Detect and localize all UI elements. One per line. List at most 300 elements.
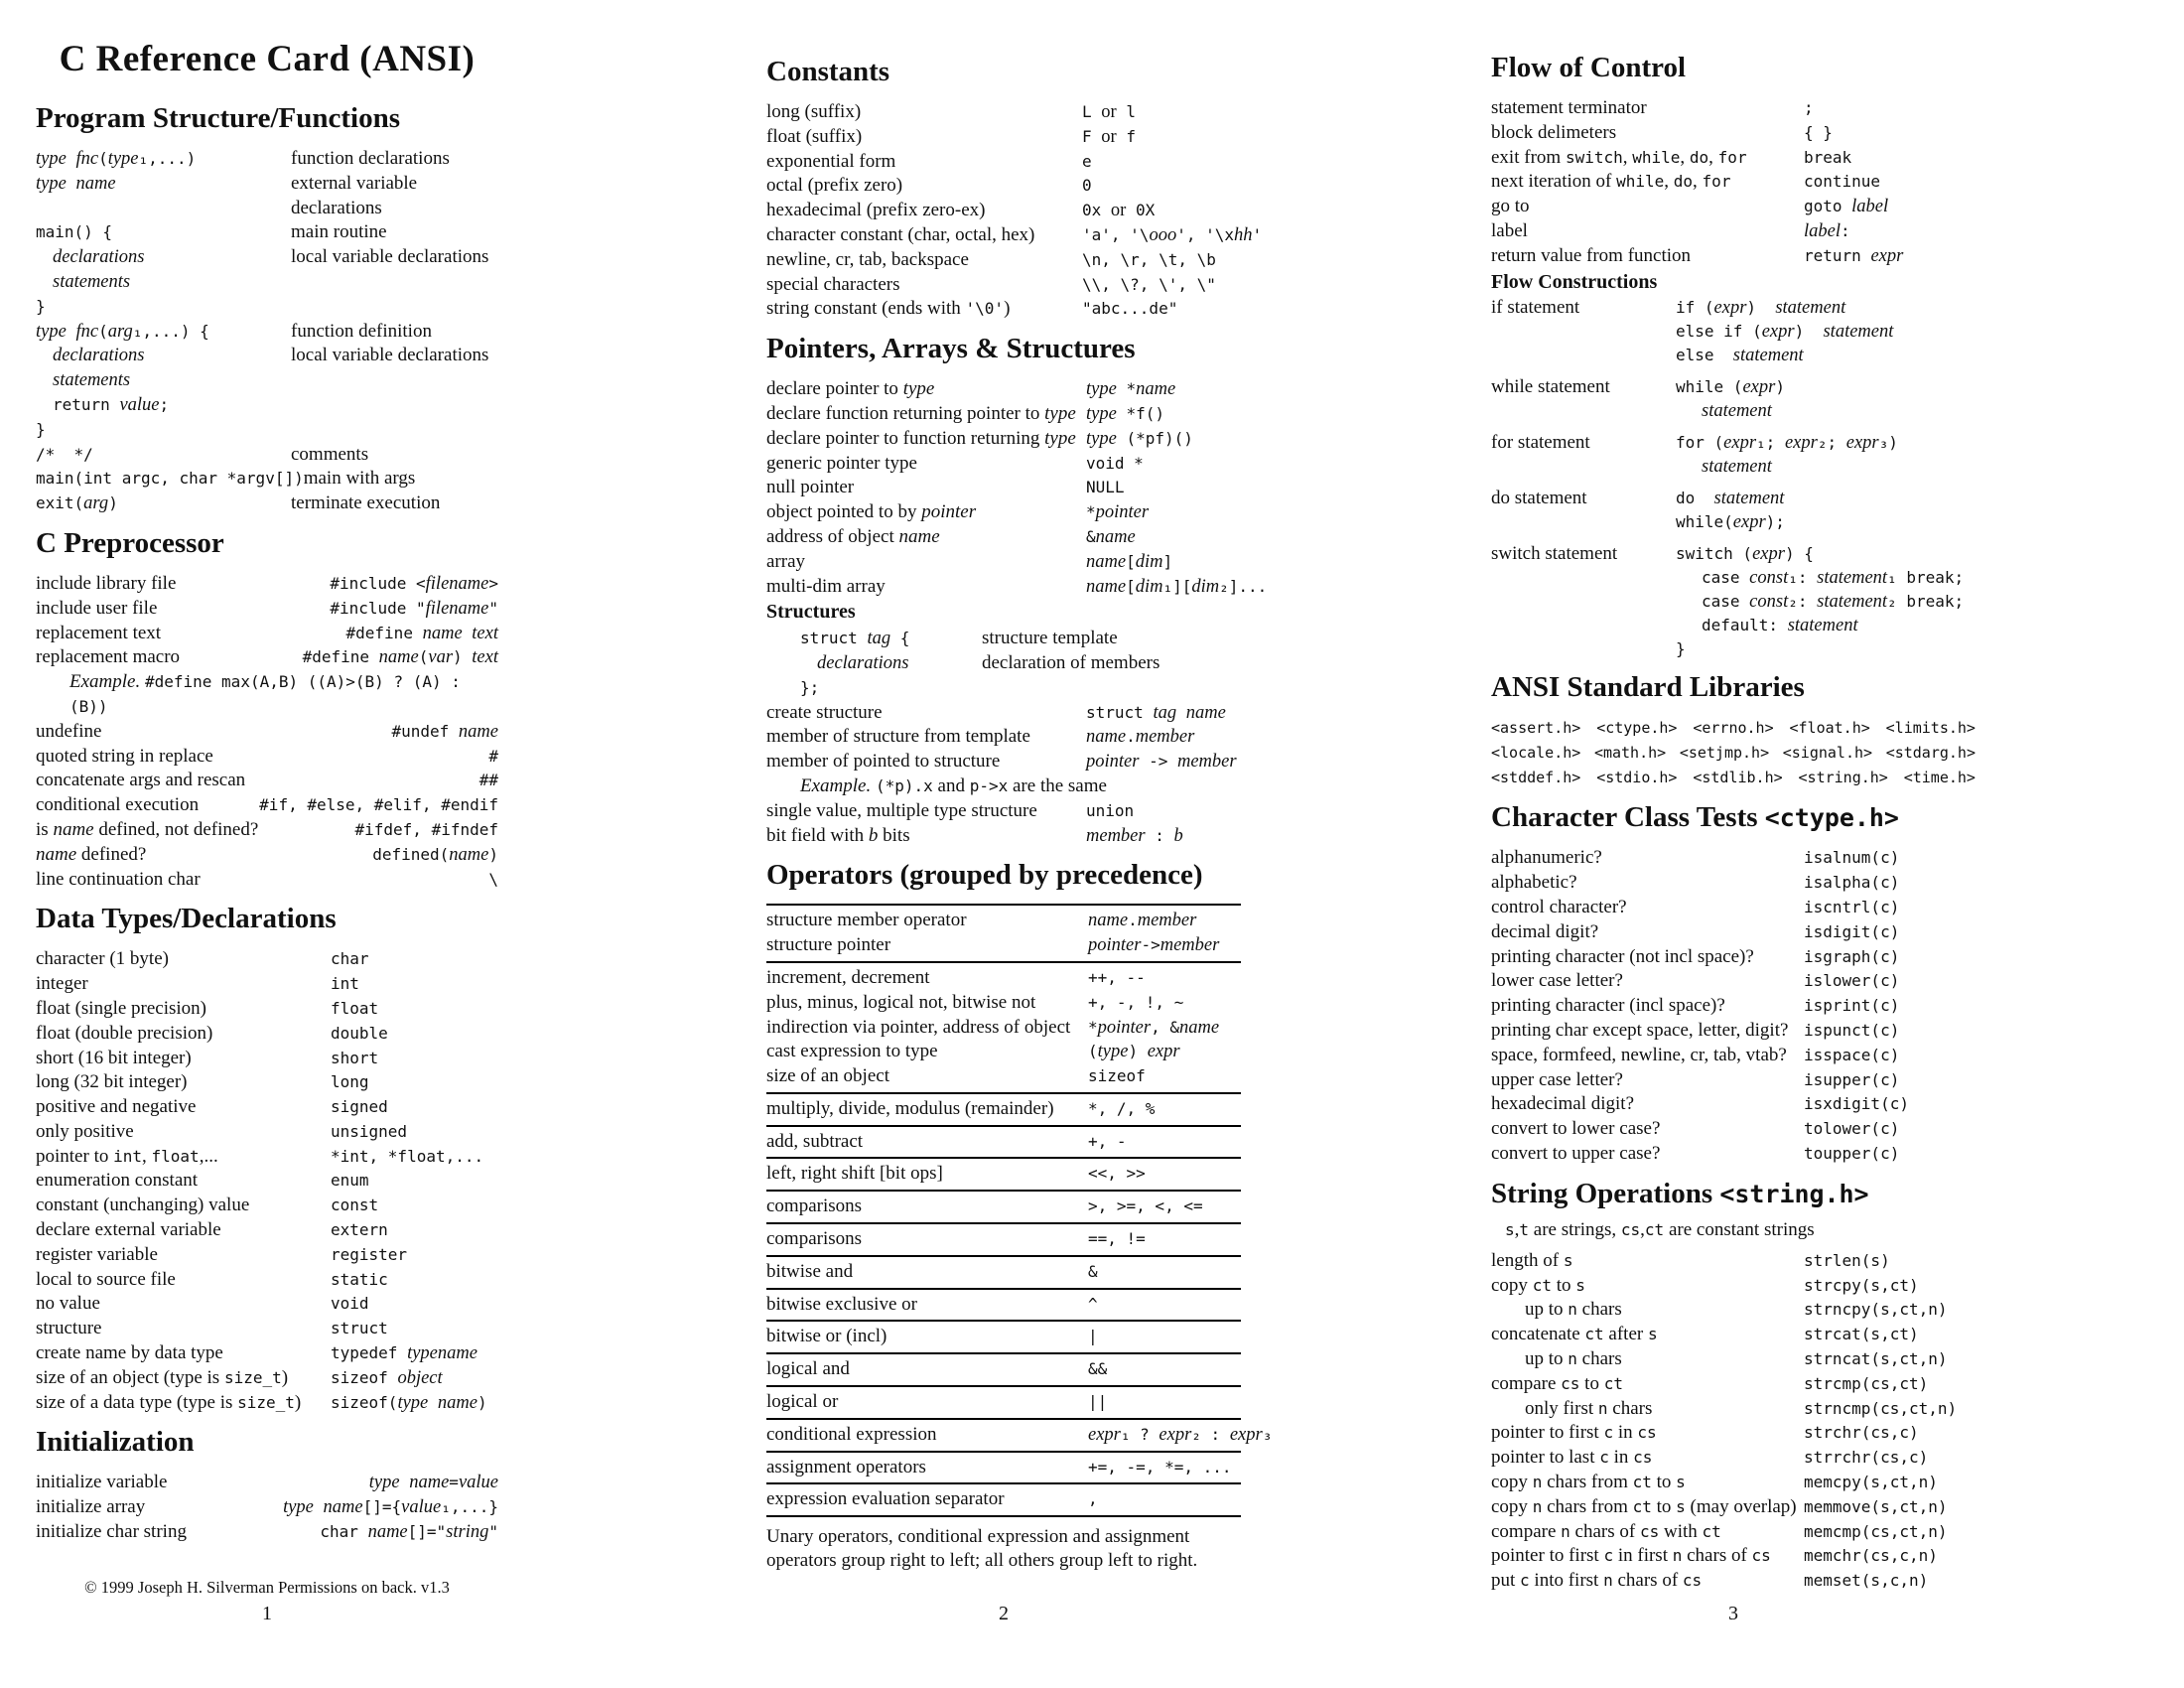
row	[36, 622, 498, 646]
flow-construct	[1491, 296, 1976, 367]
row	[1491, 1520, 1976, 1545]
code-cell: ##	[478, 771, 498, 790]
library-name: <signal.h>	[1782, 744, 1873, 763]
row	[36, 572, 498, 597]
section-heading: Constants	[766, 56, 890, 87]
term-cell: create name by data type	[36, 1342, 223, 1364]
section-heading: Initialization	[36, 1426, 195, 1459]
code-cell: &	[1088, 1261, 1098, 1281]
code-cell: char	[331, 949, 369, 969]
term-cell: replacement macro	[36, 646, 181, 668]
row	[1491, 1372, 1976, 1397]
flow-code	[1676, 296, 1893, 367]
row	[766, 933, 1241, 958]
library-row	[1491, 716, 1976, 741]
row	[1491, 1092, 1976, 1117]
term-cell: conditional execution	[36, 794, 200, 816]
code-cell: name[dim]	[1086, 551, 1173, 572]
code-cell: }	[36, 419, 46, 439]
page-number-2: 2	[999, 1603, 1009, 1624]
code-cell: \\, \?, \', \"	[1082, 274, 1216, 294]
code-cell: *int, *float,...	[331, 1146, 484, 1166]
row	[1491, 96, 1976, 121]
term-cell: logical or	[766, 1391, 839, 1413]
term-cell: compare n chars of cs with ct	[1491, 1520, 1721, 1542]
code-cell: ==, !=	[1088, 1229, 1146, 1249]
flow-code	[1676, 542, 1964, 660]
operator-group	[766, 1354, 1241, 1387]
flow-code-line: default: statement	[1702, 616, 1858, 636]
term-cell: null pointer	[766, 477, 855, 498]
row	[36, 1194, 498, 1218]
code-cell: "abc...de"	[1082, 299, 1178, 319]
term-cell: indirection via pointer, address of object	[766, 1016, 1071, 1038]
code-cell: 0	[1082, 176, 1092, 196]
operator-group	[766, 906, 1241, 963]
term-cell: statement terminator	[1491, 97, 1647, 118]
code-cell: goto label	[1804, 197, 1889, 217]
operator-group	[766, 963, 1241, 1094]
row	[766, 402, 1241, 427]
row	[766, 1195, 1241, 1219]
row	[36, 843, 498, 868]
row	[36, 368, 498, 393]
code-cell: label:	[1804, 220, 1850, 241]
code-cell: isdigit(c)	[1804, 921, 1900, 941]
row	[36, 769, 498, 793]
row	[766, 909, 1241, 933]
code-cell: &name	[1086, 526, 1136, 547]
term-cell: pointer to last c in cs	[1491, 1447, 1653, 1469]
section-subtitle: s,t are strings, cs,ct are constant strings	[1505, 1218, 1815, 1240]
row	[766, 1357, 1241, 1382]
row	[766, 223, 1263, 248]
term-cell: initialize char string	[36, 1521, 187, 1543]
row	[36, 597, 498, 622]
row	[1491, 195, 1976, 219]
term-cell: local variable declarations	[291, 246, 489, 268]
term-cell: size of an object	[766, 1065, 889, 1087]
row	[1491, 1117, 1976, 1142]
code-cell: #if, #else, #elif, #endif	[259, 795, 498, 815]
operator-group	[766, 1387, 1241, 1420]
code-cell: char name[]="string"	[320, 1522, 498, 1543]
term-cell: long (suffix)	[766, 101, 862, 122]
term-cell: comments	[291, 443, 369, 465]
row	[36, 1169, 498, 1194]
term-cell: structure member operator	[766, 910, 967, 931]
term-cell: declaration of members	[982, 651, 1160, 673]
term-cell: external variable declarations	[291, 172, 422, 218]
code-cell: strrchr(cs,c)	[1804, 1448, 1929, 1468]
code-cell: exit(arg)	[36, 493, 118, 514]
term-cell: copy ct to s	[1491, 1274, 1585, 1296]
column-1-sections	[36, 102, 498, 1545]
code-cell: (type) expr	[1088, 1042, 1180, 1062]
row	[36, 1022, 498, 1047]
term-cell: structure	[36, 1318, 102, 1339]
row	[1491, 945, 1976, 970]
row	[36, 997, 498, 1022]
row	[766, 550, 1241, 575]
row	[766, 525, 1241, 550]
code-cell: #include <filename>	[330, 573, 498, 594]
code-cell: extern	[331, 1220, 388, 1240]
code-cell: +=, -=, *=, ...	[1088, 1457, 1232, 1477]
code-cell: struct tag {	[800, 629, 910, 649]
term-cell: bitwise and	[766, 1260, 854, 1282]
flow-code-line: else statement	[1676, 346, 1804, 366]
row	[1491, 219, 1976, 244]
code-cell: };	[800, 677, 820, 697]
row	[36, 172, 498, 221]
term-cell: terminate execution	[291, 492, 441, 514]
code-cell: memcpy(s,ct,n)	[1804, 1472, 1938, 1491]
row	[766, 1016, 1241, 1041]
term-cell: convert to upper case?	[1491, 1142, 1661, 1164]
row	[1491, 121, 1976, 146]
term-cell: expression evaluation separator	[766, 1488, 1005, 1510]
term-cell: float (single precision)	[36, 997, 207, 1019]
term-cell: replacement text	[36, 622, 162, 643]
flow-construct	[1491, 431, 1976, 479]
section-character-class-tests-ctype-h	[1491, 801, 1976, 1166]
row	[766, 1097, 1241, 1122]
code-cell: e	[1082, 151, 1092, 171]
flow-code-line: case const₁: statement₁ break;	[1702, 568, 1965, 589]
code-cell: statements	[53, 271, 131, 292]
term-cell: space, formfeed, newline, cr, tab, vtab?	[1491, 1044, 1787, 1065]
code-cell: 0x or 0X	[1082, 201, 1156, 221]
term-cell: bitwise exclusive or	[766, 1293, 917, 1315]
operator-group	[766, 1159, 1241, 1192]
term-cell: pointer to int, float,...	[36, 1145, 218, 1167]
flow-label: if statement	[1491, 297, 1580, 319]
column-2-sections	[766, 56, 1273, 1572]
section-heading: Data Types/Declarations	[36, 903, 337, 935]
row	[36, 972, 498, 997]
term-cell: object pointed to by pointer	[766, 501, 977, 523]
code-cell: ^	[1088, 1294, 1098, 1314]
term-cell: assignment operators	[766, 1456, 926, 1477]
flow-code	[1676, 431, 1898, 479]
row	[766, 575, 1268, 600]
row	[766, 273, 1241, 298]
flow-label: do statement	[1491, 488, 1587, 509]
term-cell: put c into first n chars of cs	[1491, 1570, 1703, 1592]
row	[766, 701, 1241, 726]
section-heading: Character Class Tests <ctype.h>	[1491, 801, 1899, 834]
row	[766, 651, 1241, 676]
row	[1491, 994, 1976, 1019]
code-cell: memset(s,c,n)	[1804, 1571, 1929, 1591]
term-cell: go to	[1491, 196, 1530, 217]
term-cell: constant (unchanging) value	[36, 1195, 250, 1216]
term-cell: comparisons	[766, 1196, 863, 1217]
code-cell: name.member	[1086, 727, 1195, 748]
row	[1491, 1495, 1976, 1520]
code-cell: struct	[331, 1319, 388, 1338]
code-cell: #ifdef, #ifndef	[354, 819, 498, 839]
row	[766, 248, 1241, 273]
row	[36, 270, 498, 295]
term-cell: quoted string in replace	[36, 745, 213, 767]
library-name: <limits.h>	[1885, 719, 1976, 738]
code-cell: }	[36, 296, 46, 316]
row	[1491, 146, 1976, 171]
code-cell: isxdigit(c)	[1804, 1094, 1909, 1114]
term-cell: initialize array	[36, 1496, 146, 1518]
term-cell: short (16 bit integer)	[36, 1047, 192, 1068]
code-cell: strncpy(s,ct,n)	[1804, 1300, 1948, 1320]
code-cell: #	[488, 746, 498, 766]
code-cell: declarations	[53, 346, 145, 366]
term-cell: main with args	[303, 468, 416, 490]
section-ansi-standard-libraries	[1491, 671, 1976, 790]
code-cell: &&	[1088, 1359, 1108, 1379]
library-row	[1491, 766, 1976, 790]
term-cell: main routine	[291, 221, 387, 243]
code-cell: member : b	[1086, 825, 1183, 846]
row	[36, 1095, 498, 1120]
flow-code-line: case const₂: statement₂ break;	[1702, 592, 1965, 613]
section-constants	[766, 56, 1263, 322]
code-cell: *, /, %	[1088, 1098, 1156, 1118]
code-cell: toupper(c)	[1804, 1143, 1900, 1163]
code-cell: struct tag name	[1086, 702, 1226, 723]
row	[766, 966, 1241, 991]
term-cell: declare pointer to function returning type	[766, 427, 1076, 449]
code-cell: static	[331, 1269, 388, 1289]
operator-group	[766, 1192, 1241, 1224]
term-cell: single value, multiple type structure	[766, 799, 1037, 821]
section-initialization	[36, 1426, 498, 1544]
term-cell: octal (prefix zero)	[766, 175, 903, 197]
column-3	[1491, 52, 1976, 1594]
library-name: <setjmp.h>	[1679, 744, 1770, 763]
code-cell: main(int argc, char *argv[])	[36, 469, 304, 489]
row	[766, 1423, 1273, 1448]
code-cell: pointer->member	[1088, 935, 1220, 956]
code-cell: expr₁ ? expr₂ : expr₃	[1088, 1424, 1273, 1445]
row	[36, 1520, 498, 1545]
section-heading: ANSI Standard Libraries	[1491, 671, 1805, 704]
code-cell: defined(name)	[372, 844, 498, 865]
term-cell: multi-dim array	[766, 575, 886, 597]
term-cell: up to n chars	[1525, 1347, 1622, 1369]
row	[1491, 1421, 1976, 1446]
code-cell: strcat(s,ct)	[1804, 1325, 1919, 1344]
row	[36, 492, 498, 516]
term-cell: float (suffix)	[766, 125, 863, 147]
term-cell: concatenate ct after s	[1491, 1324, 1658, 1345]
term-cell: character (1 byte)	[36, 948, 169, 970]
code-cell: #define name text	[345, 623, 498, 643]
row	[36, 245, 498, 270]
page-number-3: 3	[1728, 1603, 1738, 1624]
code-cell: type name=value	[368, 1473, 498, 1493]
row	[1491, 1019, 1976, 1044]
code-cell: NULL	[1086, 478, 1125, 497]
code-cell: name[dim₁][dim₂]...	[1086, 576, 1268, 597]
row	[1491, 1298, 1976, 1323]
row	[36, 443, 498, 468]
row	[36, 1471, 498, 1495]
row	[1491, 170, 1976, 195]
section-program-structure-functions	[36, 102, 498, 516]
code-cell: iscntrl(c)	[1804, 897, 1900, 916]
library-name: <stdlib.h>	[1693, 769, 1783, 787]
library-name: <math.h>	[1593, 744, 1667, 763]
row	[766, 799, 1241, 824]
code-cell: return expr	[1804, 245, 1904, 266]
term-cell: multiply, divide, modulus (remainder)	[766, 1097, 1054, 1119]
term-cell: add, subtract	[766, 1130, 864, 1152]
code-cell: tolower(c)	[1804, 1119, 1900, 1139]
code-cell: double	[331, 1023, 388, 1043]
code-cell: long	[331, 1072, 369, 1092]
column-3-sections	[1491, 52, 1976, 1594]
term-cell: cast expression to type	[766, 1041, 938, 1062]
term-cell: only first n chars	[1525, 1397, 1653, 1419]
code-cell: strchr(cs,c)	[1804, 1423, 1919, 1443]
code-cell: +, -	[1088, 1131, 1127, 1151]
page-number-1: 1	[262, 1603, 272, 1624]
flow-code-line: statement	[1702, 401, 1772, 422]
row	[766, 676, 1241, 701]
term-cell: concatenate args and rescan	[36, 770, 246, 791]
code-cell: isgraph(c)	[1804, 946, 1900, 966]
subsection-heading: Flow Constructions	[1491, 270, 1658, 293]
row	[766, 824, 1241, 849]
section-pointers-arrays-structures	[766, 333, 1268, 848]
flow-label: switch statement	[1491, 543, 1618, 565]
code-cell: sizeof	[1088, 1066, 1146, 1086]
term-cell: bit field with b bits	[766, 824, 910, 846]
code-cell: pointer -> member	[1086, 752, 1237, 773]
operator-group	[766, 1094, 1241, 1127]
row	[1491, 1569, 1976, 1594]
flow-code-line: do statement	[1676, 489, 1785, 509]
code-cell: enum	[331, 1171, 369, 1191]
code-cell: \	[488, 869, 498, 889]
term-cell: alphabetic?	[1491, 872, 1577, 894]
term-cell: integer	[36, 973, 88, 995]
term-cell: conditional expression	[766, 1423, 937, 1445]
code-cell: L or l	[1082, 102, 1136, 122]
flow-code-line: if (expr) statement	[1676, 298, 1846, 319]
code-cell: signed	[331, 1097, 388, 1117]
term-cell: only positive	[36, 1120, 134, 1142]
row	[1491, 1249, 1976, 1274]
code-cell: |	[1088, 1327, 1098, 1346]
term-cell: include library file	[36, 572, 177, 594]
row	[36, 344, 498, 368]
row	[36, 1047, 498, 1071]
row	[36, 1145, 498, 1170]
code-cell: strcmp(cs,ct)	[1804, 1373, 1929, 1393]
section-heading: C Preprocessor	[36, 526, 224, 559]
row	[766, 1325, 1241, 1349]
code-cell: unsigned	[331, 1121, 408, 1141]
term-cell: function definition	[291, 320, 432, 342]
row	[766, 427, 1241, 452]
flow-code-line: switch (expr) {	[1676, 544, 1814, 565]
term-cell: positive and negative	[36, 1096, 197, 1118]
library-name: <time.h>	[1903, 769, 1976, 787]
code-cell: *pointer	[1086, 502, 1150, 523]
row	[766, 100, 1241, 125]
row	[766, 452, 1241, 477]
term-cell: comparisons	[766, 1228, 863, 1250]
row	[36, 793, 498, 818]
code-cell: type fnc(type₁,...)	[36, 149, 197, 169]
code-cell: short	[331, 1048, 379, 1067]
example-line: Example. #define max(A,B) ((A)>(B) ? (A) : (B))	[69, 671, 461, 716]
operator-group	[766, 1453, 1241, 1485]
term-cell: exponential form	[766, 150, 896, 172]
code-cell: islower(c)	[1804, 971, 1900, 991]
flow-code-line: }	[1676, 639, 1686, 659]
row	[766, 476, 1241, 500]
row	[36, 868, 498, 893]
flow-construct	[1491, 375, 1976, 423]
row	[1491, 871, 1976, 896]
code-cell: register	[331, 1244, 408, 1264]
code-cell: #undef name	[391, 721, 498, 742]
term-cell: printing char except space, letter, digit?	[1491, 1019, 1789, 1041]
term-cell: register variable	[36, 1243, 158, 1265]
code-cell: sizeof object	[331, 1367, 443, 1388]
row	[766, 1390, 1241, 1415]
row	[766, 125, 1241, 150]
term-cell: bitwise or (incl)	[766, 1326, 887, 1347]
row	[1491, 1068, 1976, 1093]
library-name: <ctype.h>	[1596, 719, 1678, 738]
column-2	[766, 56, 1273, 1572]
row	[36, 720, 498, 745]
operator-group	[766, 1127, 1241, 1160]
code-cell: continue	[1804, 172, 1881, 192]
term-cell: increment, decrement	[766, 966, 930, 988]
section-heading: Flow of Control	[1491, 52, 1687, 83]
row	[36, 418, 498, 443]
row	[1491, 1142, 1976, 1167]
term-cell: float (double precision)	[36, 1022, 213, 1044]
term-cell: string constant (ends with '\0')	[766, 298, 1011, 320]
column-1	[36, 26, 498, 1545]
flow-construct	[1491, 542, 1976, 660]
term-cell: decimal digit?	[1491, 920, 1599, 942]
code-cell: strncat(s,ct,n)	[1804, 1348, 1948, 1368]
code-cell: memcmp(cs,ct,n)	[1804, 1521, 1948, 1541]
section-flow-of-control	[1491, 52, 1976, 269]
term-cell: structure pointer	[766, 934, 891, 956]
row	[36, 947, 498, 972]
term-cell: declare function returning pointer to type	[766, 402, 1076, 424]
code-cell: ||	[1088, 1392, 1108, 1412]
code-cell: isalpha(c)	[1804, 873, 1900, 893]
code-cell: 'a', '\ooo', '\xhh'	[1082, 224, 1263, 245]
code-cell: ispunct(c)	[1804, 1020, 1900, 1040]
row	[36, 745, 498, 770]
code-cell: #include "filename"	[330, 598, 498, 619]
precedence-note: Unary operators, conditional expression and assignment operators group right to left; all others group left to right.	[766, 1526, 1198, 1571]
term-cell: pointer to first c in first n chars of cs	[1491, 1545, 1771, 1567]
term-cell: plus, minus, logical not, bitwise not	[766, 991, 1036, 1013]
row	[1491, 1044, 1976, 1068]
code-cell: >, >=, <, <=	[1088, 1196, 1203, 1216]
